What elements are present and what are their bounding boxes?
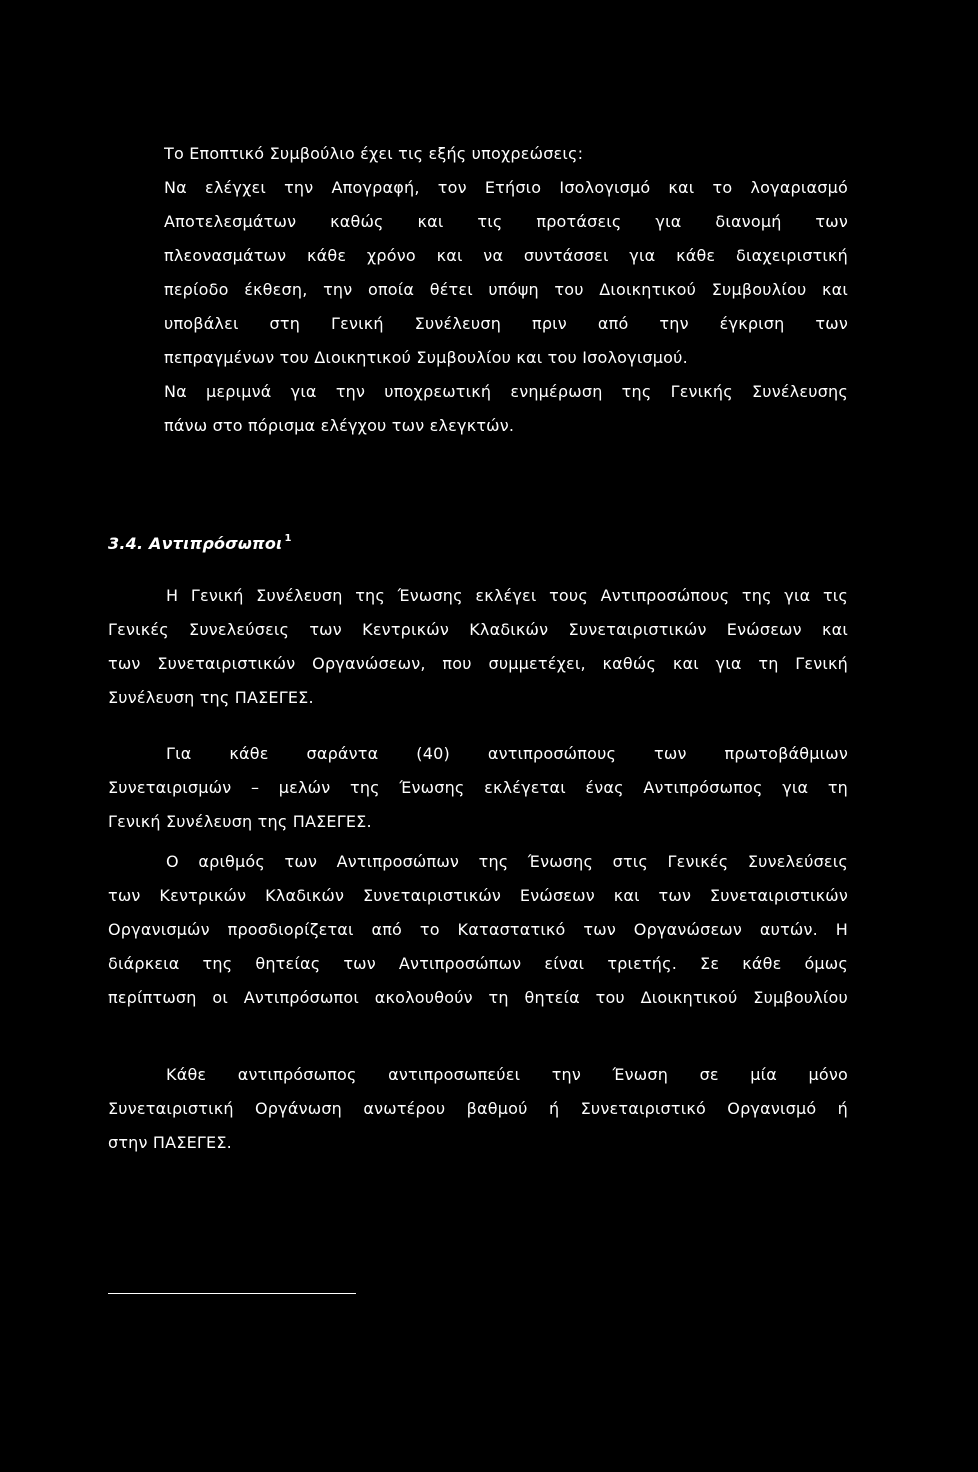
paragraph-single-organization bbox=[108, 1058, 848, 1160]
paragraph-line: Ο αριθμός των Αντιπροσώπων της Ένωσης στις Γενικές Συνελεύσεις bbox=[166, 852, 848, 871]
section-heading bbox=[108, 522, 848, 556]
paragraph-line: Συνέλευση της ΠΑΣΕΓΕΣ. bbox=[108, 688, 314, 707]
duties-line: περίοδο έκθεση, την οποία θέτει υπόψη του Διοικητικού Συμβουλίου και bbox=[164, 280, 848, 299]
duties-line: πάνω στο πόρισμα ελέγχου των ελεγκτών. bbox=[164, 416, 515, 435]
paragraph-line: Συνεταιρισμών – μελών της Ένωσης εκλέγεται ένας Αντιπρόσωπος για τη bbox=[108, 778, 848, 797]
paragraph-representatives-number bbox=[108, 845, 848, 1015]
duties-line: Αποτελεσμάτων καθώς και τις προτάσεις για διανομή των bbox=[164, 212, 848, 231]
duties-line: υποβάλει στη Γενική Συνέλευση πριν από την έγκριση των bbox=[164, 314, 848, 333]
paragraph-line: Η Γενική Συνέλευση της Ένωσης εκλέγει τους Αντιπροσώπους της για τις bbox=[166, 586, 848, 605]
paragraph-line: περίπτωση οι Αντιπρόσωποι ακολουθούν τη θητεία του Διοικητικού Συμβουλίου bbox=[108, 988, 848, 1007]
paragraph-line: των Κεντρικών Κλαδικών Συνεταιριστικών Ενώσεων και των Συνεταιριστικών bbox=[108, 886, 848, 905]
paragraph-line: Συνεταιριστική Οργάνωση ανωτέρου βαθμού ή Συνεταιριστικό Οργανισμό ή bbox=[108, 1099, 848, 1118]
section-heading-text: 3.4. Αντιπρόσωποι bbox=[108, 534, 283, 553]
duties-line: Να ελέγχει την Απογραφή, τον Ετήσιο Ισολογισμό και το λογαριασμό bbox=[164, 178, 848, 197]
paragraph-line: στην ΠΑΣΕΓΕΣ. bbox=[108, 1133, 232, 1152]
paragraph-line: Γενική Συνέλευση της ΠΑΣΕΓΕΣ. bbox=[108, 812, 372, 831]
footnote-mark: 1 bbox=[284, 533, 292, 544]
duties-line: πλεονασμάτων κάθε χρόνο και να συντάσσει για κάθε διαχειριστική bbox=[164, 246, 848, 265]
duties-line: πεπραγμένων του Διοικητικού Συμβουλίου και του Ισολογισμού. bbox=[164, 348, 688, 367]
paragraph-line: Κάθε αντιπρόσωπος αντιπροσωπεύει την Ένωση σε μία μόνο bbox=[166, 1065, 848, 1084]
paragraph-representatives-ratio bbox=[108, 737, 848, 839]
supervisory-board-duties bbox=[164, 137, 848, 443]
duties-intro-line: Το Εποπτικό Συμβούλιο έχει τις εξής υποχρεώσεις: bbox=[164, 144, 584, 163]
paragraph-line: Γενικές Συνελεύσεις των Κεντρικών Κλαδικών Συνεταιριστικών Ενώσεων και bbox=[108, 620, 848, 639]
footnote-separator bbox=[108, 1293, 356, 1294]
paragraph-line: Για κάθε σαράντα (40) αντιπροσώπους των πρωτοβάθμιων bbox=[166, 744, 848, 763]
paragraph-line: Οργανισμών προσδιορίζεται από το Καταστατικό των Οργανώσεων αυτών. Η bbox=[108, 920, 848, 939]
paragraph-line: διάρκεια της θητείας των Αντιπροσώπων είναι τριετής. Σε κάθε όμως bbox=[108, 954, 848, 973]
duties-line: Να μεριμνά για την υποχρεωτική ενημέρωση της Γενικής Συνέλευσης bbox=[164, 382, 848, 401]
paragraph-line: των Συνεταιριστικών Οργανώσεων, που συμμετέχει, καθώς και για τη Γενική bbox=[108, 654, 848, 673]
paragraph-representatives-election bbox=[108, 579, 848, 715]
